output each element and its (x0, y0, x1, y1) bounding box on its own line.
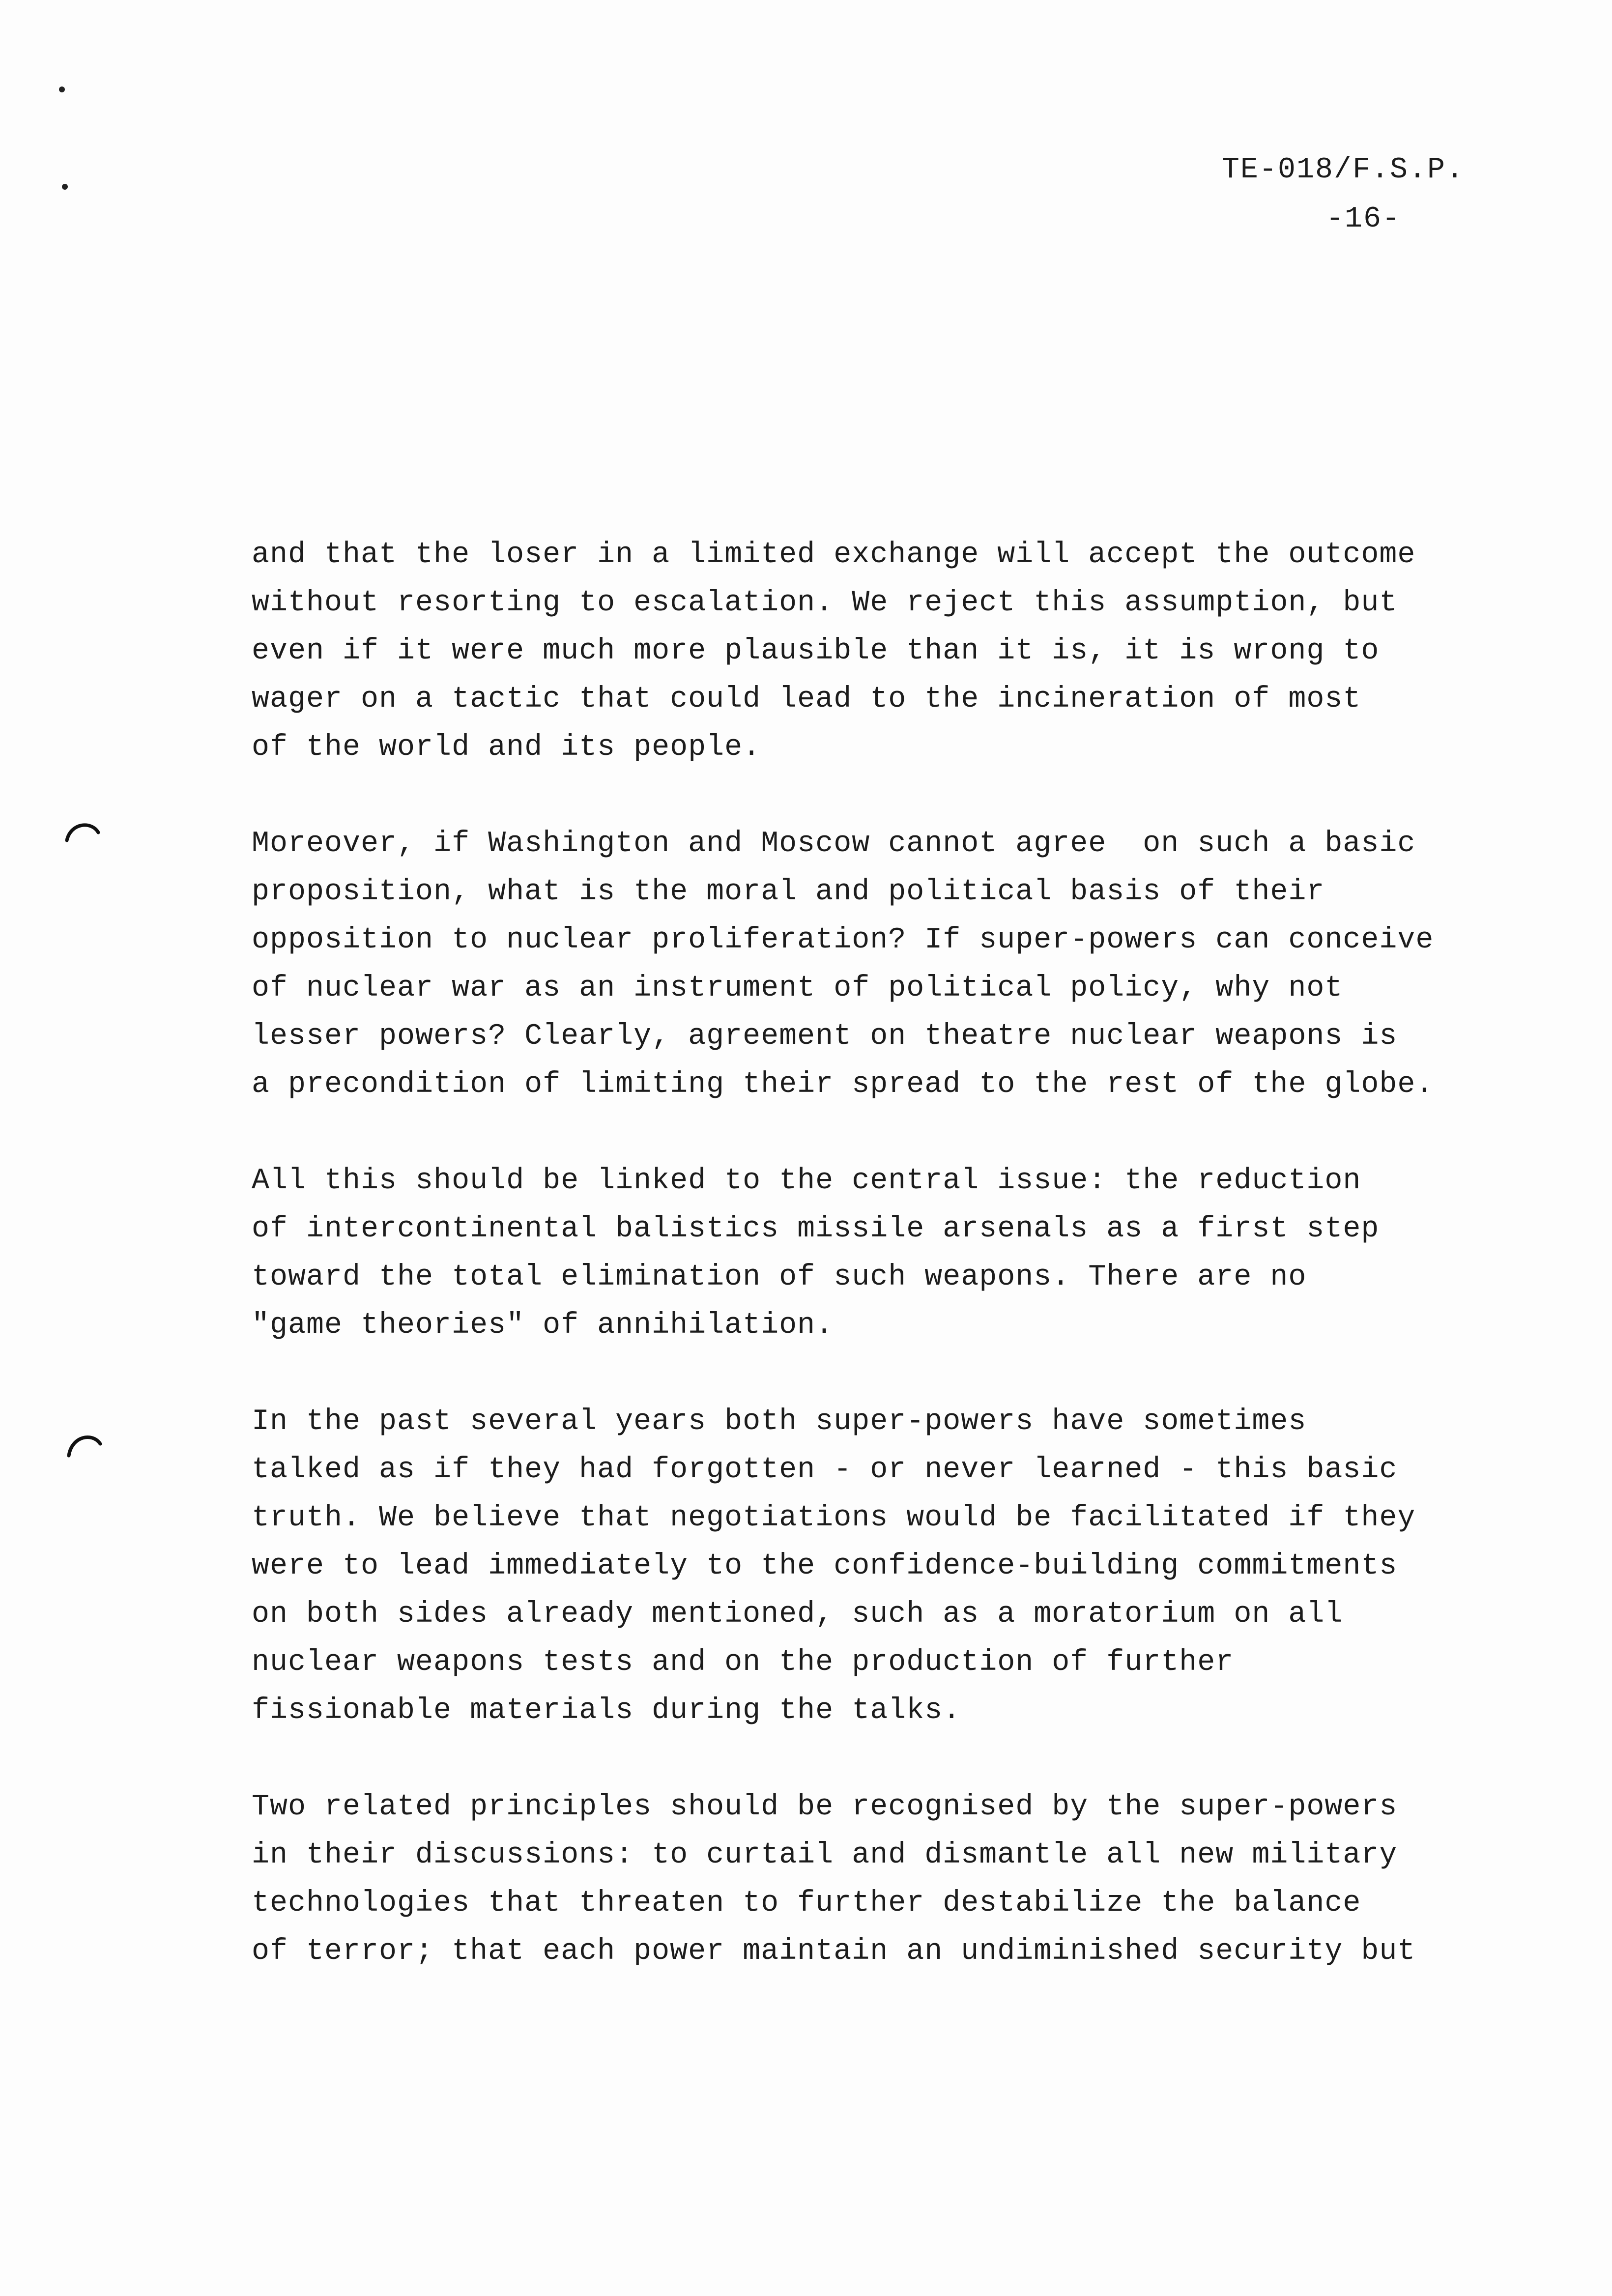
paragraph (252, 1398, 1539, 1735)
text-line: in their discussions: to curtail and dismantle all new military (252, 1838, 1398, 1872)
text-line: of terror; that each power maintain an undiminished security but (252, 1935, 1416, 1968)
text-line: even if it were much more plausible than it is, it is wrong to (252, 634, 1380, 668)
text-line: All this should be linked to the central issue: the reduction (252, 1164, 1361, 1198)
text-line: fissionable materials during the talks. (252, 1694, 961, 1727)
margin-arc-mark (64, 816, 100, 852)
text-line: of intercontinental balistics missile arsenals as a first step (252, 1212, 1380, 1246)
page-header (1222, 145, 1465, 244)
text-line: wager on a tactic that could lead to the incineration of most (252, 683, 1361, 716)
text-line: a precondition of limiting their spread to the rest of the globe. (252, 1068, 1434, 1101)
text-line: were to lead immediately to the confidence-building commitments (252, 1550, 1398, 1583)
margin-speck (59, 86, 65, 92)
text-line: "game theories" of annihilation. (252, 1309, 834, 1342)
document-reference: TE-018/F.S.P. (1221, 153, 1465, 187)
paragraph (252, 531, 1539, 772)
page-number: -16- (1325, 202, 1401, 236)
text-line: without resorting to escalation. We reject this assumption, but (252, 586, 1398, 620)
text-line: In the past several years both super-powers have sometimes (252, 1405, 1307, 1438)
margin-arc-mark (66, 1428, 102, 1464)
text-line: on both sides already mentioned, such as a moratorium on all (252, 1598, 1343, 1631)
paragraph (252, 1783, 1539, 1976)
text-line: Two related principles should be recognised by the super-powers (252, 1790, 1398, 1824)
text-line: talked as if they had forgotten - or never learned - this basic (252, 1453, 1398, 1487)
text-line: of nuclear war as an instrument of political policy, why not (252, 972, 1343, 1005)
text-line: and that the loser in a limited exchange will accept the outcome (252, 538, 1416, 572)
text-line: of the world and its people. (252, 731, 761, 764)
text-line: opposition to nuclear proliferation? If super-powers can conceive (252, 923, 1434, 957)
text-line: truth. We believe that negotiations would be facilitated if they (252, 1501, 1416, 1535)
text-line: technologies that threaten to further destabilize the balance (252, 1887, 1361, 1920)
paragraph (252, 1157, 1539, 1349)
body-text (252, 531, 1539, 2024)
text-line: nuclear weapons tests and on the production of further (252, 1646, 1234, 1679)
text-line: Moreover, if Washington and Moscow cannot agree on such a basic (252, 827, 1416, 861)
text-line: lesser powers? Clearly, agreement on theatre nuclear weapons is (252, 1020, 1398, 1053)
paragraph (252, 820, 1539, 1109)
margin-speck (62, 184, 68, 190)
text-line: proposition, what is the moral and political basis of their (252, 875, 1325, 909)
text-line: toward the total elimination of such weapons. There are no (252, 1261, 1307, 1294)
